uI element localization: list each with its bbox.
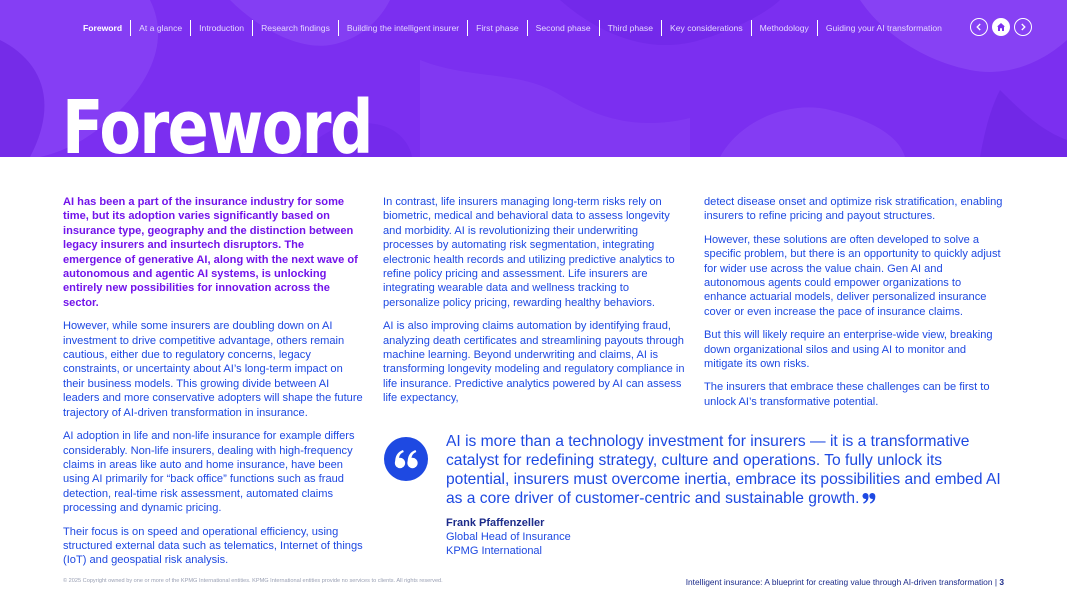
close-quote-icon [862, 492, 876, 504]
top-navigation [83, 20, 950, 36]
nav-item-methodology[interactable]: Methodology [751, 20, 817, 36]
page-title: Foreword [62, 85, 372, 157]
nav-item-third-phase[interactable]: Third phase [599, 20, 661, 36]
nav-item-at-a-glance[interactable]: At a glance [130, 20, 190, 36]
next-page-button[interactable] [1014, 18, 1032, 36]
paragraph: AI adoption in life and non-life insurance for example differs considerably. Non-life insurers, dealing with high-frequency claims in areas like auto and home insurance, have been using AI primarily for “back office” functions such as fraud detection, real-time risk assessment, automated claims processing and dynamic pricing. [63, 430, 355, 515]
home-icon [996, 22, 1006, 32]
paragraph: But this will likely require an enterprise-wide view, breaking down organizational silos and using AI to monitor and mitigate its own risks. [704, 329, 993, 371]
chevron-right-icon [1019, 23, 1027, 31]
paragraph: In contrast, life insurers managing long-term risks rely on biometric, medical and behavioral data to assess longevity and morbidity. AI is revolutionizing their underwriting processes by automating risk segmentation, integrating electronic health records and utilizing predictive analytics to refine policy pricing and assessment. Life insurers are integrating wearable data and wellness tracking to personalize policy pricing, rewarding healthy behaviors. [383, 196, 675, 309]
paragraph: Their focus is on speed and operational efficiency, using structured external data such as telematics, Internet of things (IoT) and geospatial risk analysis. [63, 525, 363, 567]
author-role: Global Head of Insurance [446, 531, 571, 544]
column-2 [383, 195, 685, 415]
pull-quote-text: AI is more than a technology investment for insurers — it is a transformative catalyst for redefining strategy, culture and operations. To fully unlock its potential, insurers must overcome inertia, embrace its possibilities and embed AI as a core driver of customer-centric and sustainable growth. [446, 433, 1001, 507]
paragraph: However, while some insurers are doubling down on AI investment to drive competitive advantage, others remain cautious, either due to regulatory concerns, legacy constraints, or uncertainty about AI’s long-term impact on their business models. This growing divide between AI leaders and more conservative adopters will shape the future trajectory of AI-driven transformation in insurance. [63, 320, 363, 419]
nav-controls [970, 18, 1032, 36]
footer-copyright: © 2025 Copyright owned by one or more of the KPMG International entities. KPMG International entities provide no services to clients. All rights reserved. [63, 578, 443, 584]
nav-item-guiding-ai-transformation[interactable]: Guiding your AI transformation [817, 20, 950, 36]
paragraph: The insurers that embrace these challenges can be first to unlock AI’s transformative potential. [704, 381, 990, 408]
footer-document-info [686, 577, 1004, 587]
author-name: Frank Pfaffenzeller [446, 517, 545, 529]
previous-page-button[interactable] [970, 18, 988, 36]
chevron-left-icon [975, 23, 983, 31]
hero-banner [0, 0, 1067, 157]
nav-item-foreword[interactable]: Foreword [83, 23, 123, 33]
nav-item-second-phase[interactable]: Second phase [527, 20, 599, 36]
home-button[interactable] [992, 18, 1010, 36]
paragraph: However, these solutions are often developed to solve a specific problem, but there is an opportunity to quickly adjust for wider use across the value chain. Gen AI and autonomous agents could empower organizations to enhance actuarial models, deliver personalized insurance cover or even increase the pace of insurance claims. [704, 233, 1001, 318]
column-3 [704, 195, 1004, 418]
author-organization: KPMG International [446, 545, 542, 558]
paragraph: AI is also improving claims automation by identifying fraud, analyzing death certificates and streamlining payouts through machine learning. Beyond underwriting and claims, AI is transforming longevity modeling and regulatory compliance in life insurance. Predictive analytics powered by AI can assess life expectancy, [383, 320, 685, 405]
quote-attribution [446, 516, 571, 559]
paragraph: detect disease onset and optimize risk stratification, enabling insurers to refine pricing and payout structures. [704, 196, 1003, 223]
pull-quote [446, 432, 1006, 508]
nav-item-introduction[interactable]: Introduction [190, 20, 252, 36]
nav-item-building-intelligent-insurer[interactable]: Building the intelligent insurer [338, 20, 467, 36]
footer-document-title: Intelligent insurance: A blueprint for creating value through AI-driven transformation [685, 577, 993, 587]
column-1 [63, 195, 363, 577]
footer-separator: | [994, 577, 997, 587]
page-number: 3 [999, 577, 1004, 587]
quote-icon [384, 437, 428, 481]
nav-item-first-phase[interactable]: First phase [467, 20, 527, 36]
nav-item-key-considerations[interactable]: Key considerations [661, 20, 751, 36]
nav-item-research-findings[interactable]: Research findings [252, 20, 338, 36]
lead-paragraph: AI has been a part of the insurance industry for some time, but its adoption varies significantly based on insurance type, geography and the distinction between legacy insurers and insurtech disruptors. The emergence of generative AI, along with the next wave of autonomous and agentic AI systems, is unlocking entirely new possibilities for innovation across the sector. [63, 196, 358, 309]
